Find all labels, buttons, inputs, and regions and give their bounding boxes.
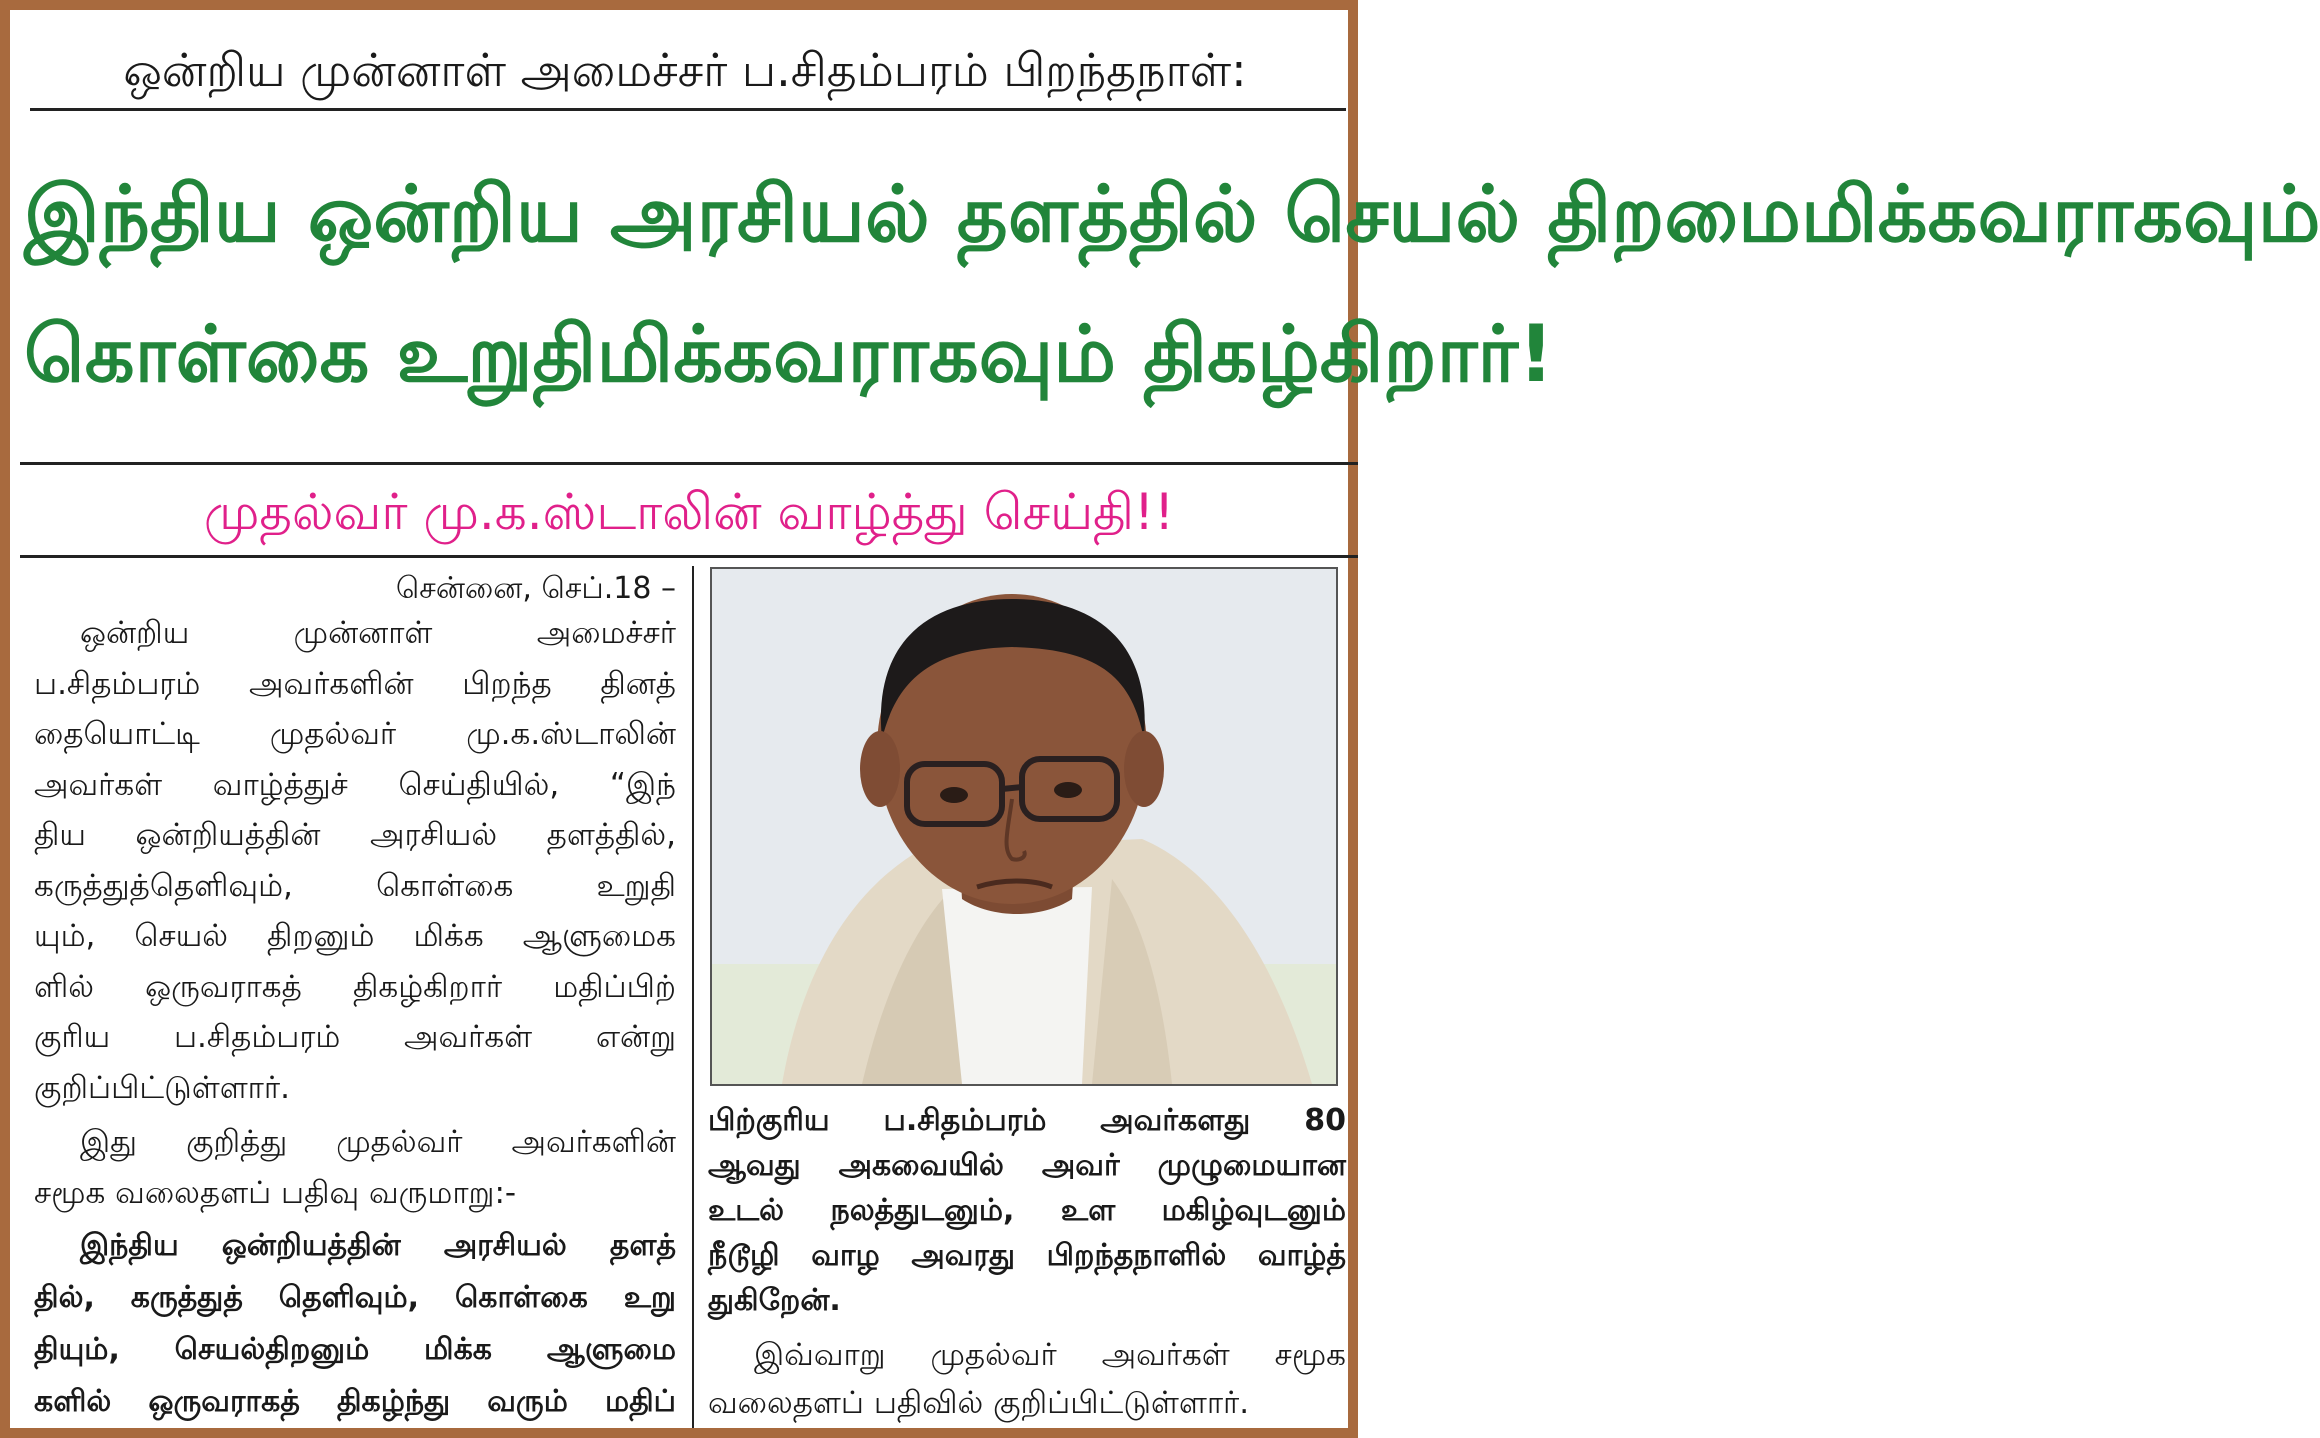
text-line: களில் ஒருவராகத் திகழ்ந்து வரும் மதிப் (34, 1384, 676, 1419)
divider (20, 555, 1358, 558)
text-line: ப.சிதம்பரம் அவர்களின் பிறந்த தினத் (34, 665, 676, 702)
kicker-title: ஒன்றிய முன்னாள் அமைச்சர் ப.சிதம்பரம் பிறந்தநாள்: (123, 43, 1247, 97)
text-line: குறிப்பிட்டுள்ளார். (34, 1069, 290, 1106)
text-line: தியும், செயல்திறனும் மிக்க ஆளுமை (34, 1332, 676, 1367)
divider (20, 462, 1358, 465)
headline-line-2: கொள்கை உறுதிமிக்கவராகவும் திகழ்கிறார்! (24, 310, 1554, 400)
quote-continuation (708, 1098, 1346, 1323)
text-line: நீடூழி வாழ அவரது பிறந்தநாளில் வாழ்த் (708, 1238, 1346, 1273)
text-line: கருத்துத்தெளிவும், கொள்கை உறுதி (34, 867, 676, 904)
article-right-column (708, 1098, 1346, 1427)
paragraph-2 (34, 1117, 676, 1218)
paragraph-1 (34, 608, 676, 1113)
text-line: உடல் நலத்துடனும், உள மகிழ்வுடனும் (708, 1193, 1346, 1228)
text-line: பிற்குரிய ப.சிதம்பரம் அவர்களது 80 (708, 1103, 1346, 1138)
text-line: குரிய ப.சிதம்பரம் அவர்கள் என்று (34, 1019, 676, 1055)
text-line: தையொட்டி முதல்வர் மு.க.ஸ்டாலின் (34, 716, 676, 752)
headline-line-1: இந்திய ஒன்றிய அரசியல் தளத்தில் செயல் திறமைமிக்கவராகவும் (24, 170, 2320, 260)
article-left-column (34, 570, 676, 1428)
text-line: ஒன்றிய முன்னாள் அமைச்சர் (80, 615, 676, 651)
headline (24, 120, 2320, 450)
text-line: யும், செயல் திறனும் மிக்க ஆளுமைக (34, 918, 676, 954)
dateline: சென்னை, செப்.18 – (395, 571, 676, 606)
portrait-photo (710, 567, 1338, 1086)
column-divider (692, 566, 694, 1428)
quote-paragraph (34, 1220, 676, 1428)
text-line: தில், கருத்துத் தெளிவும், கொள்கை உறு (34, 1280, 676, 1315)
kicker-underline (30, 108, 1346, 111)
text-line: அவர்கள் வாழ்த்துச் செய்தியில், “இந் (34, 766, 676, 803)
text-line: துகிறேன். (708, 1283, 841, 1318)
text-line: ளில் ஒருவராகத் திகழ்கிறார் மதிப்பிற் (34, 968, 676, 1005)
text-line: இவ்வாறு முதல்வர் அவர்கள் சமூக (754, 1337, 1346, 1373)
subheadline: முதல்வர் மு.க.ஸ்டாலின் வாழ்த்து செய்தி!! (203, 483, 1175, 541)
portrait-illustration (712, 569, 1336, 1084)
text-line: சமூக வலைதளப் பதிவு வருமாறு:- (34, 1174, 517, 1211)
text-line: ஆவது அகவையில் அவர் முழுமையான (708, 1148, 1346, 1183)
text-line: இந்திய ஒன்றியத்தின் அரசியல் தளத் (80, 1228, 676, 1263)
text-line: திய ஒன்றியத்தின் அரசியல் தளத்தில், (34, 817, 676, 853)
closing-paragraph (708, 1331, 1346, 1427)
text-line: வலைதளப் பதிவில் குறிப்பிட்டுள்ளார். (708, 1385, 1250, 1421)
text-line: இது குறித்து முதல்வர் அவர்களின் (80, 1124, 676, 1160)
